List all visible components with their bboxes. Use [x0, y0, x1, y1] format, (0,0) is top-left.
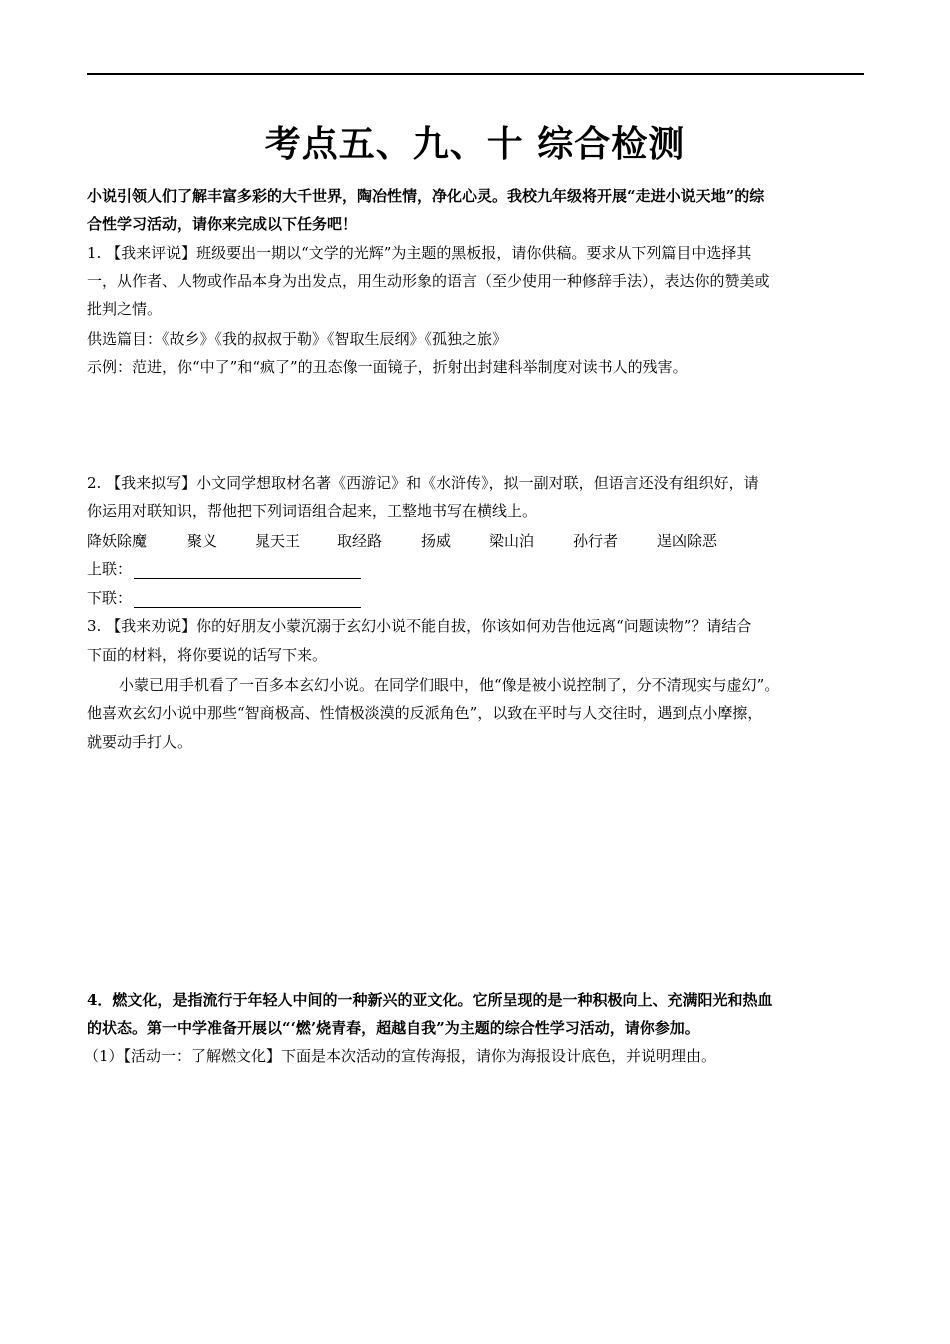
q2-word: 晁天王 — [255, 532, 301, 550]
q1-line-1: 1. 【我来评说】班级要出一期以“文学的光辉”为主题的黑板报，请你供稿。要求从下列篇目中选择其 — [87, 244, 752, 262]
q2-line-1: 2. 【我来拟写】小文同学想取材名著《西游记》和《水浒传》，拟一副对联，但语言还没有组织好，请 — [87, 474, 759, 492]
q1-line-3: 批判之情。 — [87, 300, 163, 318]
q2-word: 孙行者 — [573, 532, 619, 550]
q2-lower-blank[interactable] — [134, 592, 361, 608]
q1-line-2: 一，从作者、人物或作品本身为出发点，用生动形象的语言（至少使用一种修辞手法），表达你的赞美或 — [87, 272, 770, 290]
page-title: 考点五、九、十 综合检测 — [264, 124, 686, 165]
q1-options: 供选篇目：《故乡》《我的叔叔于勒》《智取生辰纲》《孤独之旅》 — [87, 330, 508, 348]
q1-example: 示例：范进，你“中了”和“疯了”的丑态像一面镜子，折射出封建科举制度对读书人的残害。 — [87, 358, 688, 376]
q4-sub-1: （1）【活动一：了解燃文化】下面是本次活动的宣传海报，请你为海报设计底色，并说明理由。 — [84, 1047, 717, 1065]
q2-upper-blank[interactable] — [134, 563, 361, 579]
q2-word: 扬威 — [421, 532, 452, 550]
q3-line-2: 下面的材料，将你要说的话写下来。 — [87, 646, 328, 664]
q2-word: 聚义 — [187, 532, 218, 550]
q2-upper-label: 上联： — [87, 560, 133, 578]
q2-word: 逞凶除恶 — [657, 532, 718, 550]
q3-material-3: 就要动手打人。 — [87, 733, 193, 751]
q2-word: 取经路 — [337, 532, 383, 550]
q3-material-2: 他喜欢玄幻小说中那些“智商极高、性情极淡漠的反派角色”，以致在平时与人交往时，遇到点小摩擦， — [87, 704, 763, 722]
q2-lower-label: 下联： — [87, 589, 133, 607]
intro-line-1: 小说引领人们了解丰富多彩的大千世界，陶冶性情，净化心灵。我校九年级将开展“走进小说天地”的综 — [87, 187, 765, 205]
q2-lower-couplet — [87, 588, 361, 608]
q4-line-2: 的状态。第一中学准备开展以“‘燃’烧青春，超越自我”为主题的综合性学习活动，请你参加。 — [87, 1019, 700, 1037]
q3-material-1: 小蒙已用手机看了一百多本玄幻小说。在同学们眼中，他“像是被小说控制了，分不清现实与虚幻”。 — [119, 676, 780, 694]
q2-word: 降妖除魔 — [87, 532, 148, 550]
q2-upper-couplet — [87, 559, 361, 579]
intro-line-2: 合性学习活动，请你来完成以下任务吧！ — [87, 215, 358, 233]
header-rule — [87, 73, 864, 75]
q4-line-1: 4．燃文化，是指流行于年轻人中间的一种新兴的亚文化。它所呈现的是一种积极向上、充满阳光和热血 — [87, 991, 773, 1009]
q2-word: 梁山泊 — [489, 532, 535, 550]
q2-line-2: 你运用对联知识，帮他把下列词语组合起来，工整地书写在横线上。 — [87, 502, 538, 520]
q3-line-1: 3. 【我来劝说】你的好朋友小蒙沉溺于玄幻小说不能自拔，你该如何劝告他远离“问题读物”？请结合 — [87, 617, 752, 635]
q2-word-list — [0, 530, 950, 552]
